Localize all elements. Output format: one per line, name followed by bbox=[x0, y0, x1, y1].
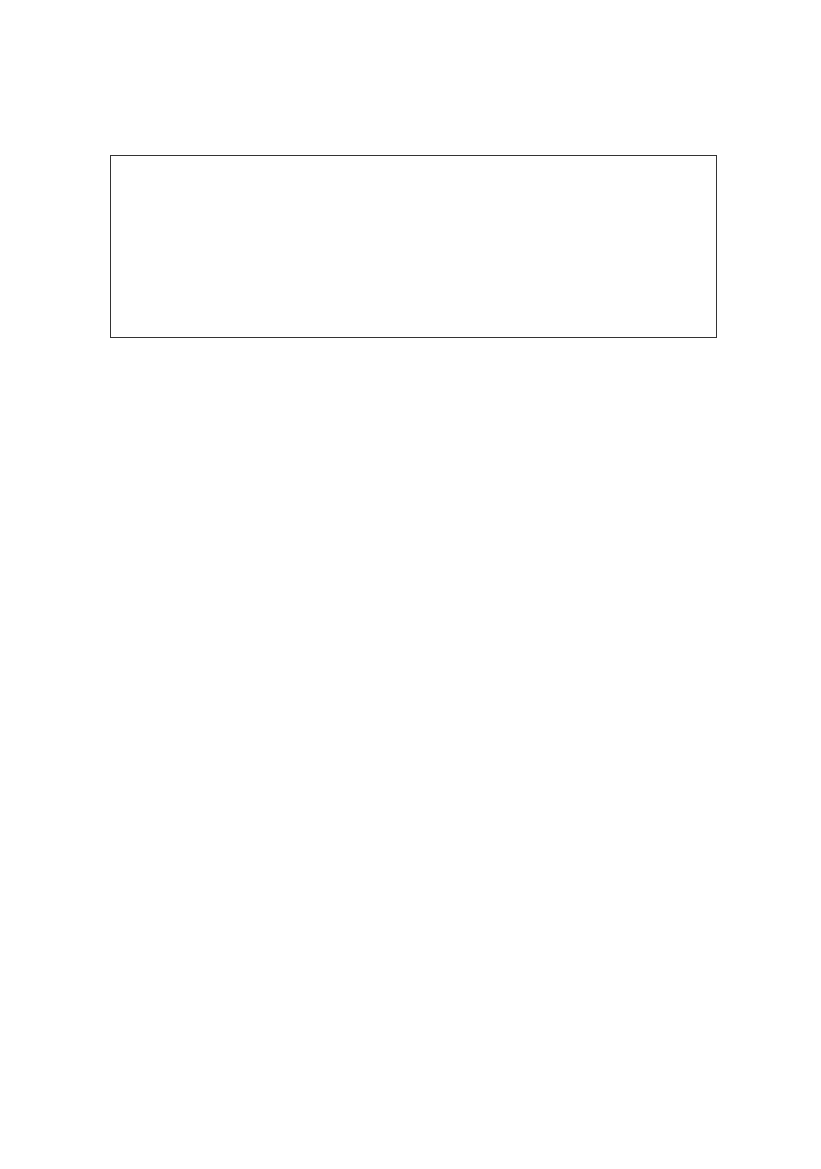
word-list bbox=[110, 155, 717, 338]
